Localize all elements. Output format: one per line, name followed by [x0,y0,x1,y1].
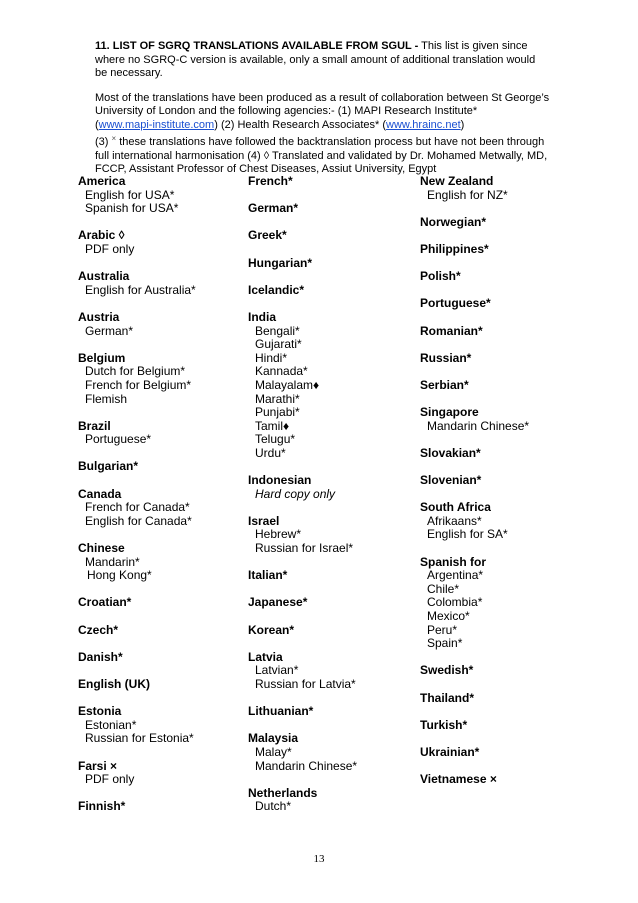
translation-item: Hindi* [255,350,288,365]
translation-item: Urdu* [255,445,286,460]
country-heading: Lithuanian* [248,704,314,719]
country-heading: English (UK) [78,676,150,691]
translation-item: Mandarin Chinese* [427,418,530,433]
spacer [248,216,413,230]
translation-item: Spain* [427,636,463,651]
spacer [420,338,600,352]
country-heading: Estonia [78,704,122,719]
translation-item: Dutch* [255,799,292,814]
translation-item: Afrikaans* [427,513,482,528]
spacer [420,433,600,447]
translation-item: French for Canada* [85,500,190,515]
close-paren: ) [460,118,465,131]
spacer [248,773,413,787]
translation-item: Spanish for USA* [85,201,179,216]
spacer [78,637,243,651]
translation-item: Russian for Estonia* [85,731,194,746]
translation-item: English for SA* [427,527,508,542]
spacer [78,257,243,271]
country-heading: Swedish* [420,663,474,678]
country-heading: Israel [248,513,280,528]
spacer [248,556,413,570]
country-heading: Italian* [248,568,288,583]
translation-item: Russian for Israel* [255,541,354,556]
spacer [78,528,243,542]
spacer [248,719,413,733]
translation-item: Hebrew* [255,527,302,542]
country-heading: Canada [78,486,122,501]
translation-item: French for Belgium* [85,377,192,392]
translation-item: Argentina* [427,568,484,583]
spacer [78,216,243,230]
country-heading: Hungarian* [248,255,313,270]
country-heading: Malaysia [248,731,299,746]
spacer [248,270,413,284]
country-heading: Bulgarian* [78,459,139,474]
country-heading: Philippines* [420,241,489,256]
language-column-3 [420,175,600,787]
translation-item: Marathi* [255,391,300,406]
translation-item: Mandarin Chinese* [255,758,358,773]
translation-item: PDF only [85,241,135,256]
country-heading: Latvia [248,649,283,664]
spacer [78,406,243,420]
translation-item: Mandarin* [85,554,140,569]
translation-item: Bengali* [255,323,300,338]
translation-item: Kannada* [255,364,308,379]
spacer [78,746,243,760]
mapi-link[interactable]: www.mapi-institute.com [98,118,215,131]
spacer [420,705,600,719]
page-number: 13 [313,853,325,865]
country-heading: Chinese [78,541,125,556]
country-heading: Vietnamese × [420,772,497,787]
spacer [78,610,243,624]
country-heading: Spanish for [420,554,487,569]
country-heading: Portuguese* [420,296,491,311]
spacer [248,501,413,515]
country-heading: Farsi × [78,758,118,773]
country-heading: New Zealand [420,174,494,188]
spacer [420,488,600,502]
translation-item: Dutch for Belgium* [85,364,186,379]
spacer [78,447,243,461]
country-heading: America [78,174,126,188]
country-heading: Turkish* [420,717,468,732]
translation-item: Chile* [427,581,460,596]
spacer [78,664,243,678]
translation-item: Telugu* [255,432,296,447]
translation-item: Tamil♦ [255,418,290,433]
translation-item: Russian for Latvia* [255,676,356,691]
translation-item: Portuguese* [85,432,152,447]
translation-item: English for Australia* [85,282,196,297]
hra-text: (2) Health Research Associates* ( [217,118,387,131]
translation-item: Hard copy only [255,486,336,501]
country-heading: Romanian* [420,323,483,338]
translation-item: Malay* [255,744,292,759]
country-heading: Netherlands [248,785,318,800]
translation-item: PDF only [85,772,135,787]
spacer [248,460,413,474]
translation-item: Punjabi* [255,405,300,420]
spacer [248,297,413,311]
language-column-2 [248,175,413,814]
spacer [248,637,413,651]
spacer [420,393,600,407]
translation-item: German* [85,323,134,338]
country-heading: Singapore [420,405,479,420]
spacer [78,692,243,706]
section-heading-paragraph [95,40,550,81]
country-heading: Serbian* [420,377,469,392]
spacer [420,651,600,665]
country-heading: Norwegian* [420,214,487,229]
country-heading: Slovakian* [420,445,481,460]
spacer [420,202,600,216]
notes-text: these translations have followed the backtranslation process but have not been through full international harmonisation (4) ◊ Translated and validated by Dr. Mohamed Metwally, MD, FCCP, Assistant Professor of Chest Diseases, Assiut University, Egypt [95,136,548,175]
translation-item: Hong Kong* [87,568,152,583]
translation-item: English for NZ* [427,187,508,202]
country-heading: Greek* [248,228,287,243]
country-heading: German* [248,201,299,216]
spacer [420,542,600,556]
spacer [78,297,243,311]
cross-icon: × [111,134,117,143]
spacer [78,787,243,801]
spacer [78,474,243,488]
spacer [420,284,600,298]
country-heading: Russian* [420,350,472,365]
country-heading: Arabic ◊ [78,228,125,243]
translation-item: Mexico* [427,609,470,623]
spacer [420,365,600,379]
language-column-1 [78,175,243,814]
spacer [420,678,600,692]
translation-item: Flemish [85,391,128,406]
country-heading: Icelandic* [248,282,305,297]
country-heading: Czech* [78,622,119,637]
spacer [248,583,413,597]
country-heading: Australia [78,269,130,284]
spacer [420,732,600,746]
spacer [248,692,413,706]
translation-item: English for USA* [85,187,175,202]
country-heading: Ukrainian* [420,744,480,759]
spacer [248,243,413,257]
country-heading: Danish* [78,649,123,664]
country-heading: Finnish* [78,799,126,814]
country-heading: Slovenian* [420,473,482,488]
country-heading: Thailand* [420,690,475,705]
spacer [78,583,243,597]
country-heading: Korean* [248,622,295,637]
spacer [78,338,243,352]
spacer [420,460,600,474]
spacer [420,760,600,774]
spacer [420,311,600,325]
translation-item: Malayalam♦ [255,377,320,392]
spacer [248,610,413,624]
translation-item: Estonian* [85,717,137,732]
country-heading: Croatian* [78,595,132,610]
country-heading: Polish* [420,269,461,284]
country-heading: Belgium [78,350,126,365]
country-heading: Indonesian [248,473,312,488]
translation-item: Latvian* [255,663,299,678]
translation-item: Peru* [427,622,458,637]
country-heading: Brazil [78,418,111,433]
country-heading: India [248,309,277,324]
hra-link[interactable]: www.hrainc.net [386,118,461,131]
intro-section [95,40,550,177]
collaboration-paragraph: Most of the translations have been produced as a result of collaboration between St George’s University of London and the following agencies:- (1) MAPI Research Institute* (www.mapi-institute.com) (2) Health Research Associates* (www.hrainc.net) (3) × these translations have followed the backtranslation process but have not been through full international harmonisation (4) ◊ Translated and validated by Dr. Mohamed Metwally, MD, FCCP, Assistant Professor of Chest Diseases, Assiut University, Egypt [95,91,550,175]
country-heading: French* [248,174,293,188]
note-3-label: (3) [95,136,112,148]
collaboration-text: Most of the translations have been produced as a result of collaboration between St George’s University of London and the following agencies:- (1) MAPI Research Institute* [95,91,550,117]
spacer [420,257,600,271]
country-heading: Japanese* [248,595,308,610]
country-heading: Austria [78,309,120,324]
spacer [420,229,600,243]
heading-description: This list is given since where no SGRQ-C version is available, only a small amount of additional translation would be necessary. [95,40,536,79]
spacer [248,189,413,203]
translation-item: English for Canada* [85,513,192,528]
country-heading: South Africa [420,500,491,515]
section-heading: 11. LIST OF SGRQ TRANSLATIONS AVAILABLE FROM SGUL - [95,40,419,52]
translation-item: Colombia* [427,595,483,610]
translation-item: Gujarati* [255,337,302,352]
